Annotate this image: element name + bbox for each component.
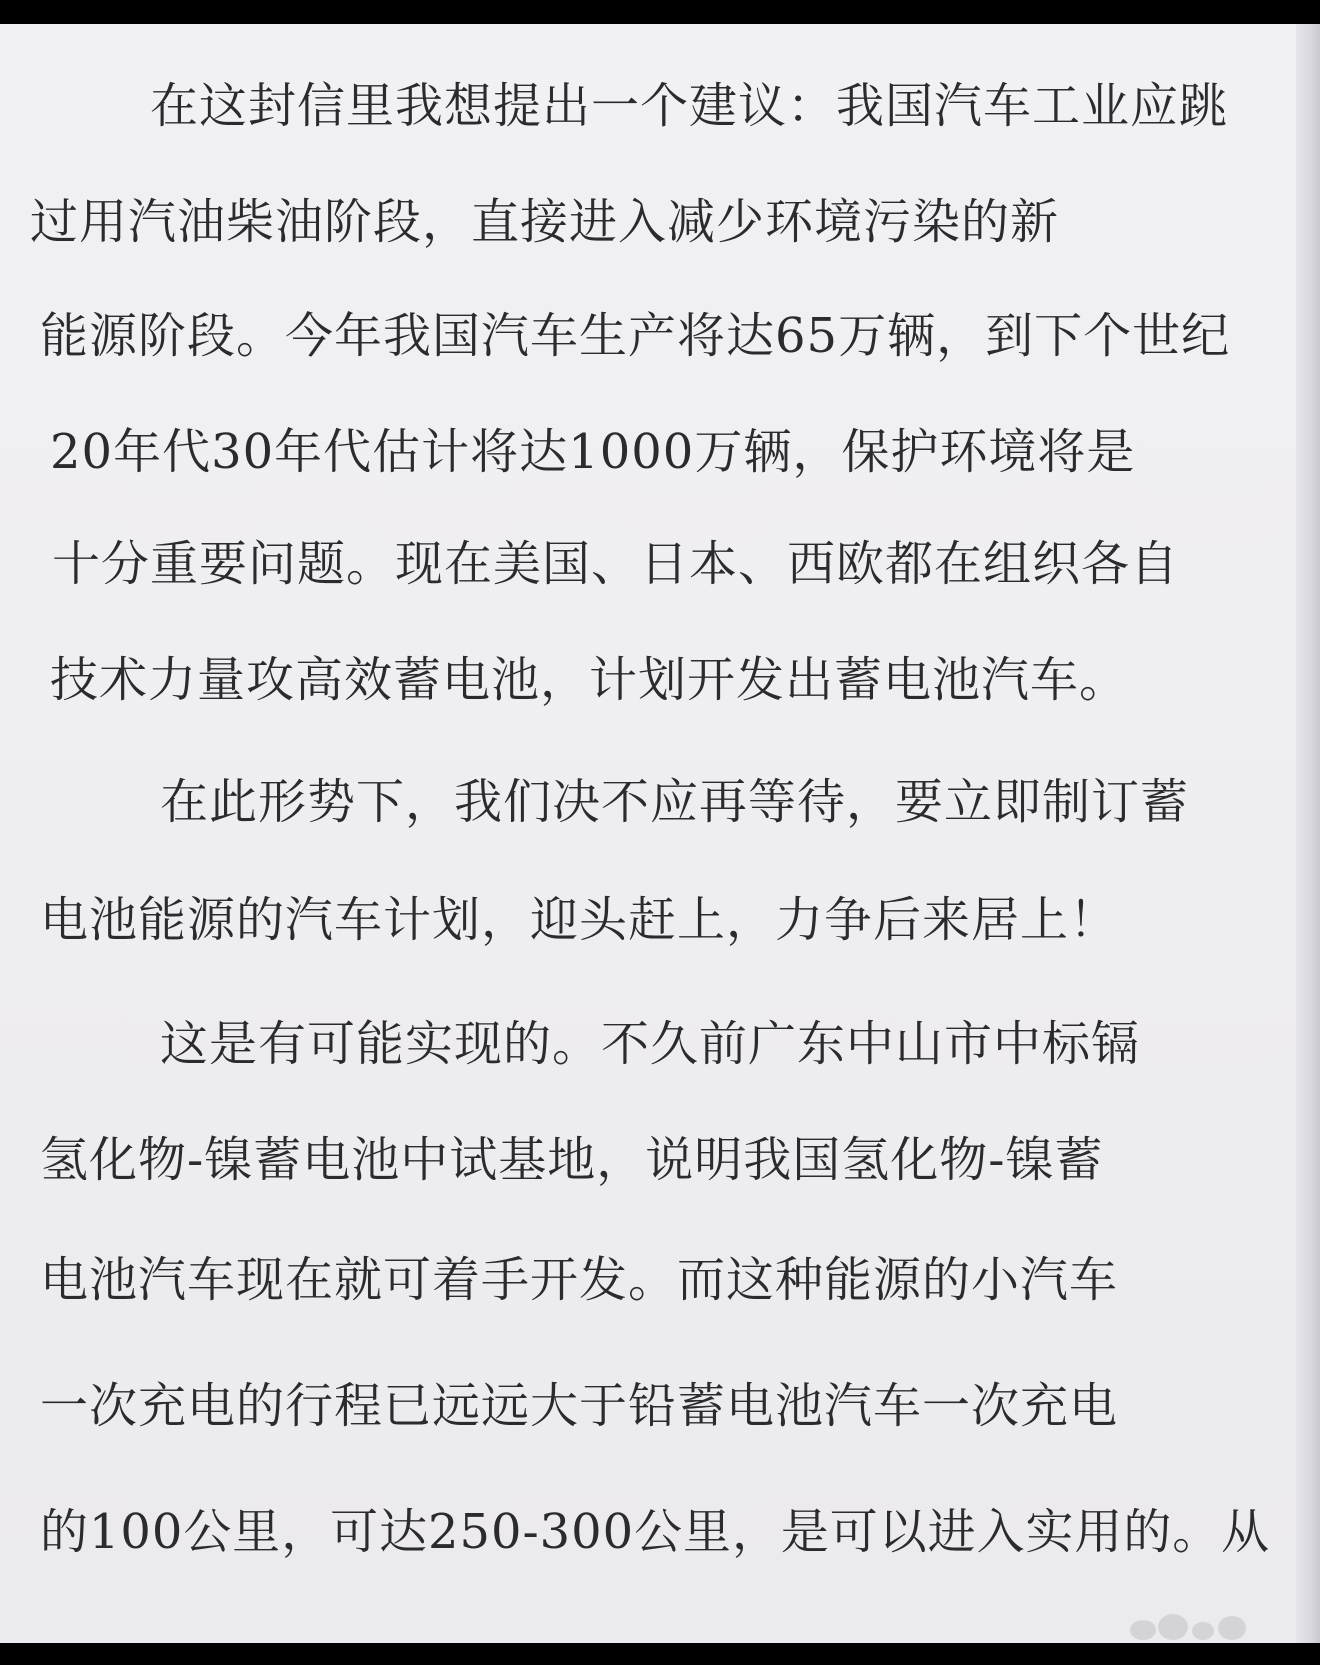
letter-line-5: 十分重要问题。现在美国、日本、西欧都在组织各自 xyxy=(52,536,1180,592)
letter-line-13: 的100公里，可达250-300公里，是可以进入实用的。从 xyxy=(40,1504,1271,1560)
letter-line-12: 一次充电的行程已远远大于铅蓄电池汽车一次充电 xyxy=(40,1378,1119,1434)
letter-line-10: 氢化物-镍蓄电池中试基地，说明我国氢化物-镍蓄 xyxy=(40,1132,1104,1188)
letter-line-9: 这是有可能实现的。不久前广东中山市中标镉 xyxy=(160,1016,1141,1072)
letter-line-7: 在此形势下，我们决不应再等待，要立即制订蓄 xyxy=(160,774,1190,830)
letter-page xyxy=(0,24,1320,1643)
watermark-blur xyxy=(1120,1612,1270,1643)
top-black-bar xyxy=(0,0,1320,24)
letter-line-11: 电池汽车现在就可着手开发。而这种能源的小汽车 xyxy=(40,1252,1119,1308)
letter-line-6: 技术力量攻高效蓄电池，计划开发出蓄电池汽车。 xyxy=(50,652,1129,708)
bottom-black-bar xyxy=(0,1643,1320,1665)
letter-line-3: 能源阶段。今年我国汽车生产将达65万辆，到下个世纪 xyxy=(40,308,1231,364)
letter-line-1: 在这封信里我想提出一个建议：我国汽车工业应跳 xyxy=(150,78,1229,134)
letter-line-8: 电池能源的汽车计划，迎头赶上，力争后来居上！ xyxy=(40,892,1119,948)
letter-line-4: 20年代30年代估计将达1000万辆，保护环境将是 xyxy=(50,424,1136,480)
page-edge-shadow xyxy=(1296,24,1320,1643)
letter-line-2: 过用汽油柴油阶段，直接进入减少环境污染的新 xyxy=(30,194,1060,250)
